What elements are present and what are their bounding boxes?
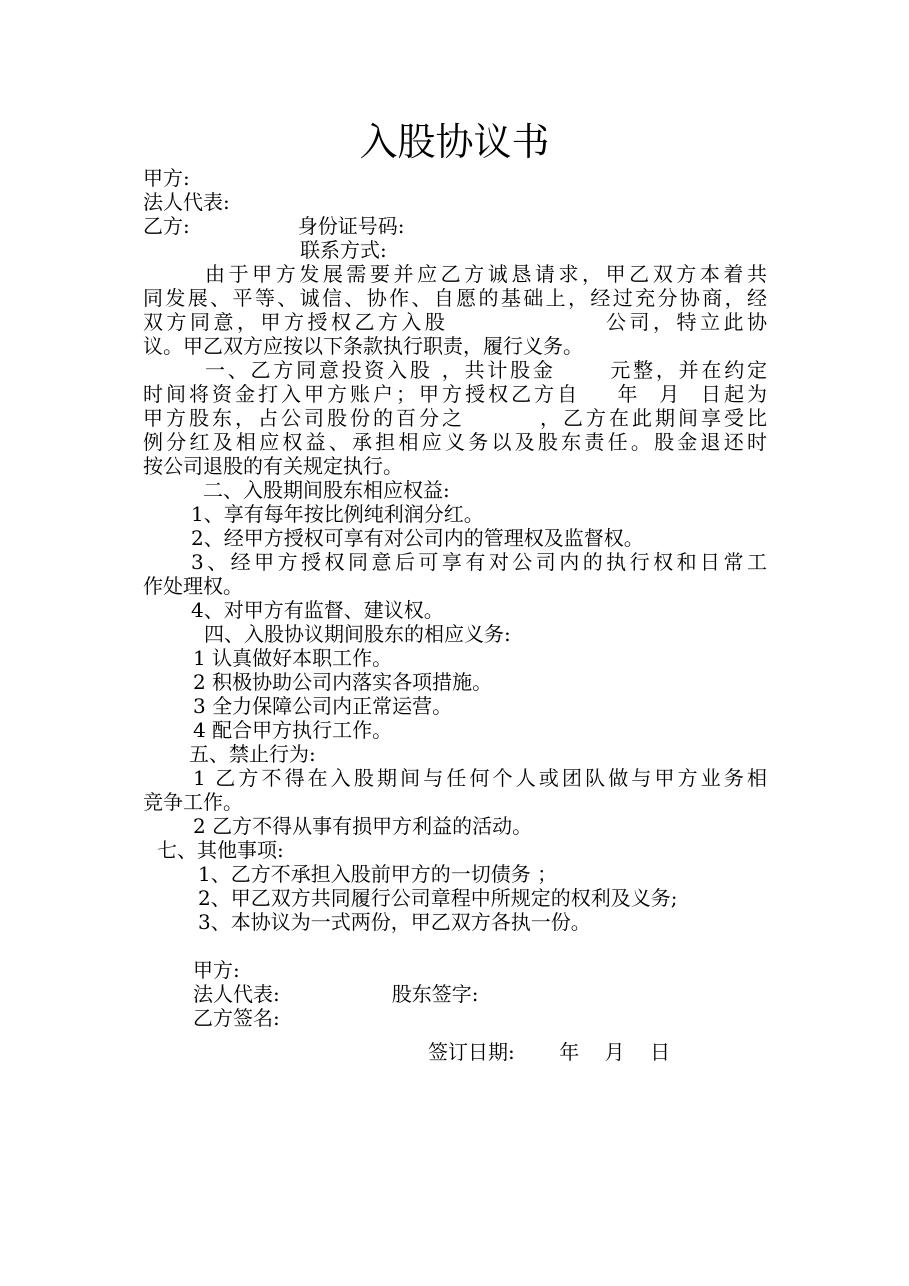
party-b-label: 乙方:: [143, 214, 190, 238]
clause-2-item: 1、享有每年按比例纯利润分红。: [191, 502, 484, 526]
sign-party-a-label: 甲方:: [193, 958, 240, 982]
intro-line: 同发展、平等、诚信、协作、自愿的基础上，经过充分协商，经: [143, 286, 767, 310]
clause-7-item: 1、乙方不承担入股前甲方的一切债务 ；: [198, 862, 558, 886]
clause-7-heading: 七、其他事项:: [157, 838, 284, 862]
clause-5-item: 2 乙方不得从事有损甲方利益的活动。: [193, 814, 533, 838]
document-title: 入股协议书: [359, 120, 550, 164]
intro-line: 议。甲乙双方应按以下条款执行职责，履行义务。: [143, 334, 583, 358]
sign-party-b-label: 乙方签名:: [193, 1006, 280, 1030]
intro-line: 双方同意，甲方授权乙方入股 公司，特立此协: [143, 310, 767, 334]
clause-2-heading: 二、入股期间股东相应权益:: [203, 478, 450, 502]
clause-5-item: 竞争工作。: [143, 790, 243, 814]
sign-legal-rep-label: 法人代表:: [193, 982, 280, 1006]
clause-4-item: 3 全力保障公司内正常运营。: [193, 694, 453, 718]
clause-1-line: 时间将资金打入甲方账户；甲方授权乙方自 年 月 日起为: [143, 382, 767, 406]
clause-4-item: 2 积极协助公司内落实各项措施。: [193, 670, 493, 694]
id-number-label: 身份证号码:: [297, 214, 405, 238]
clause-1-line: 例分红及相应权益、承担相应义务以及股东责任。股金退还时: [143, 430, 767, 454]
clause-1-line: 甲方股东，占公司股份的百分之 ，乙方在此期间享受比: [143, 406, 767, 430]
party-b-line: [143, 214, 767, 238]
sign-rep-line: [143, 982, 767, 1006]
contact-label: 联系方式:: [300, 238, 387, 262]
sign-date-line: [143, 1040, 767, 1064]
clause-2-item: 3、经甲方授权同意后可享有对公司内的执行权和日常工: [191, 550, 767, 574]
shareholder-sign-label: 股东签字:: [391, 982, 479, 1006]
clause-1-line: 一、乙方同意投资入股 ，共计股金 元整，并在约定: [205, 358, 767, 382]
clause-4-item: 4 配合甲方执行工作。: [193, 718, 393, 742]
party-a-label: 甲方:: [143, 166, 190, 190]
clause-4-heading: 四、入股协议期间股东的相应义务:: [204, 622, 511, 646]
clause-7-item: 2、甲乙双方共同履行公司章程中所规定的权利及义务;: [198, 886, 678, 910]
sign-date-blank: 年 月 日: [514, 1040, 671, 1064]
intro-line: 由于甲方发展需要并应乙方诚恳请求，甲乙双方本着共: [205, 262, 767, 286]
clause-2-item: 2、经甲方授权可享有对公司内的管理权及监督权。: [191, 526, 644, 550]
clause-5-item: 1 乙方不得在入股期间与任何个人或团队做与甲方业务相: [193, 766, 767, 790]
clause-2-item: 作处理权。: [143, 574, 243, 598]
sign-date-label: 签订日期:: [428, 1040, 515, 1064]
clause-7-item: 3、本协议为一式两份，甲乙双方各执一份。: [198, 910, 591, 934]
document-body: [143, 166, 767, 1064]
clause-4-item: 1 认真做好本职工作。: [193, 646, 393, 670]
clause-2-item: 4、对甲方有监督、建议权。: [191, 598, 444, 622]
clause-1-line: 按公司退股的有关规定执行。: [143, 454, 403, 478]
legal-rep-label: 法人代表:: [143, 190, 230, 214]
clause-5-heading: 五、禁止行为:: [189, 742, 316, 766]
